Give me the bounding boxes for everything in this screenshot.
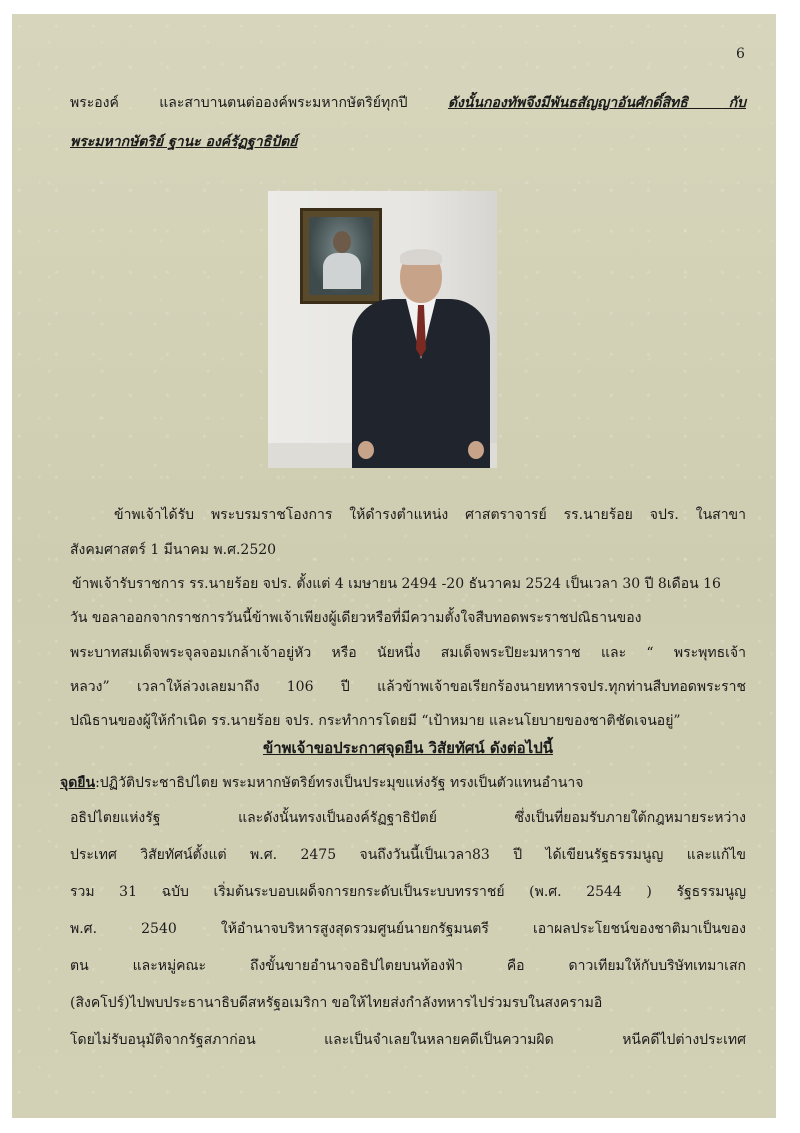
document-page xyxy=(12,14,776,1118)
stance-line-4: รวม 31 ฉบับ เริ่มต้นระบอบเผด็จการยกระดับเป็นระบบทรราชย์ (พ.ศ. 2544 ) รัฐธรรมนูญ xyxy=(70,884,746,900)
paragraph2-line-5: ปณิธานของผู้ให้กำเนิด รร.นายร้อย จปร. กระทำการโดยมี “เป้าหมาย และนโยบายของชาติชัดเจนอยู่” xyxy=(70,713,681,729)
section-heading: ข้าพเจ้าขอประกาศจุดยืน วิสัยทัศน์ ดังต่อไปนี้ xyxy=(262,739,553,757)
paragraph2-line-4: หลวง” เวลาให้ล่วงเลยมาถึง 106 ปี แล้วข้าพเจ้าขอเรียกร้องนายทหารจปร.ทุกท่านสืบทอดพระราช xyxy=(70,679,746,695)
paragraph1-line-2: สังคมศาสตร์ 1 มีนาคม พ.ศ.2520 xyxy=(70,542,277,558)
stance-line-7: (สิงคโปร์)ไปพบประธานาธิบดีสหรัฐอเมริกา ขอให้ไทยส่งกำลังทหารไปร่วมรบในสงครามอิ xyxy=(70,995,603,1011)
intro-emphasis-2: พระมหากษัตริย์ ฐานะ องค์รัฏฐาธิปัตย์ xyxy=(70,134,298,150)
intro-text: พระองค์ และสาบานตนต่อองค์พระมหากษัตริย์ทุกปี xyxy=(70,95,448,111)
intro-emphasis: ดังนั้นกองทัพจึงมีพันธสัญญาอันศักดิ์สิทธิ กับ xyxy=(447,95,746,111)
stance-line-6: ตน และหมู่คณะ ถึงขั้นขายอำนาจอธิปไตยบนท้องฟ้า คือ ดาวเทียมให้กับบริษัทเทมาเสก xyxy=(70,958,746,974)
stance-line-5: พ.ศ. 2540 ให้อำนาจบริหารสูงสุดรวมศูนย์นายกรัฐมนตรี เอาผลประโยชน์ของชาติมาเป็นของ xyxy=(70,921,746,937)
stance-line-2: อธิปไตยแห่งรัฐ และดังนั้นทรงเป็นองค์รัฏฐาธิปัตย์ ซึ่งเป็นที่ยอมรับภายใต้กฎหมายระหว่าง xyxy=(70,810,746,826)
stance-first-line: :ปฏิวัติประชาธิปไตย พระมหากษัตริย์ทรงเป็นประมุขแห่งรัฐ ทรงเป็นตัวแทนอำนาจ xyxy=(95,775,584,791)
paragraph2-line-3: พระบาทสมเด็จพระจุลจอมเกล้าเจ้าอยู่หัว หรือ นัยหนึ่ง สมเด็จพระปิยะมหาราช และ “ พระพุทธเจ้า xyxy=(70,645,746,661)
paragraph1-line-1: ข้าพเจ้าได้รับ พระบรมราชโองการ ให้ดำรงตำแหน่ง ศาสตราจารย์ รร.นายร้อย จปร. ในสาขา xyxy=(114,507,746,523)
stance-label: จุดยืน xyxy=(60,775,96,791)
paragraph2-line-2: วัน ขอลาออกจากราชการวันนี้ข้าพเจ้าเพียงผู้เดียวหรือที่มีความตั้งใจสืบทอดพระราชปณิธานของ xyxy=(70,610,642,626)
portrait-photo xyxy=(268,191,497,468)
stance-line-8: โดยไม่รับอนุมัติจากรัฐสภาก่อน และเป็นจำเลยในหลายคดีเป็นความผิด หนีคดีไปต่างประเทศ xyxy=(70,1032,746,1048)
stance-line-3: ประเทศ วิสัยทัศน์ตั้งแต่ พ.ศ. 2475 จนถึงวันนี้เป็นเวลา83 ปี ได้เขียนรัฐธรรมนูญ และแก้ไข xyxy=(70,847,746,863)
framed-portrait-icon xyxy=(300,208,382,304)
paragraph2-line-1: ข้าพเจ้ารับราชการ รร.นายร้อย จปร. ตั้งแต่ 4 เมษายน 2494 -20 ธันวาคม 2524 เป็นเวลา 30 ปี 8เดือน 16 xyxy=(72,576,721,592)
stance-line-1 xyxy=(60,773,746,793)
intro-line-1 xyxy=(70,93,746,113)
intro-line-2 xyxy=(70,132,746,152)
page-number: 6 xyxy=(736,46,745,62)
